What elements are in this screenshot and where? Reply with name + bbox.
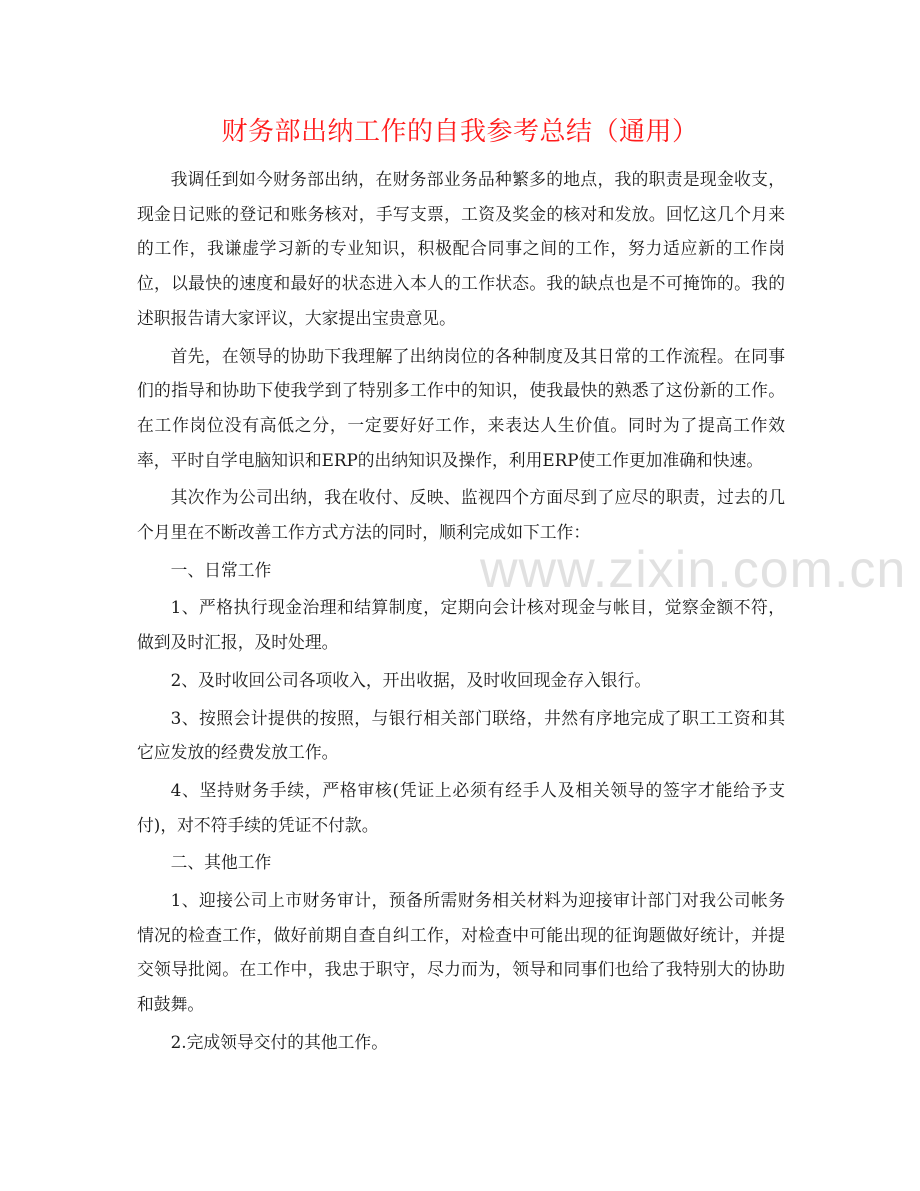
list-item-other-2: 2.完成领导交付的其他工作。 (170, 1031, 388, 1052)
paragraph-second: 其次作为公司出纳，我在收付、反映、监视四个方面尽到了应尽的职责，过去的几个月里在不断改善工作方式方法的同时，顺利完成如下工作： (137, 487, 785, 543)
list-item-daily-1: 1、严格执行现金治理和结算制度，定期向会计核对现金与帐目，觉察金额不符，做到及时汇报，及时处理。 (137, 597, 785, 653)
document-body (137, 162, 785, 1063)
paragraph-first: 首先，在领导的协助下我理解了出纳岗位的各种制度及其日常的工作流程。在同事们的指导和协助下使我学到了特别多工作中的知识，使我最快的熟悉了这份新的工作。在工作岗位没有高低之分，一定要好好工作，来表达人生价值。同时为了提高工作效率，平时自学电脑知识和ERP的出纳知识及操作，利用ERP使工作更加准确和快速。 (137, 345, 785, 470)
list-item-daily-3: 3、按照会计提供的按照，与银行相关部门联络，井然有序地完成了职工工资和其它应发放的经费发放工作。 (137, 707, 785, 763)
list-item-daily-2: 2、及时收回公司各项收入，开出收据，及时收回现金存入银行。 (170, 669, 652, 690)
list-item-daily-4: 4、坚持财务手续，严格审核(凭证上必须有经手人及相关领导的签字才能给予支付)，对不符手续的凭证不付款。 (137, 779, 785, 835)
paragraph-intro: 我调任到如今财务部出纳，在财务部业务品种繁多的地点，我的职责是现金收支，现金日记账的登记和账务核对，手写支票，工资及奖金的核对和发放。回忆这几个月来的工作，我谦虚学习新的专业知识，积极配合同事之间的工作，努力适应新的工作岗位，以最快的速度和最好的状态进入本人的工作状态。我的缺点也是不可掩饰的。我的述职报告请大家评议，大家提出宝贵意见。 (137, 169, 785, 328)
section-heading-daily-work: 一、日常工作 (170, 559, 272, 580)
list-item-other-1: 1、迎接公司上市财务审计，预备所需财务相关材料为迎接审计部门对我公司帐务情况的检查工作，做好前期自查自纠工作，对检查中可能出现的征询题做好统计，并提交领导批阅。在工作中，我忠于职守，尽力而为，领导和同事们也给了我特别大的协助和鼓舞。 (137, 890, 785, 1015)
site-watermark: www.zixin.com.cn (480, 541, 907, 599)
section-heading-other-work: 二、其他工作 (170, 852, 272, 873)
document-title: 财务部出纳工作的自我参考总结（通用） (221, 117, 699, 147)
